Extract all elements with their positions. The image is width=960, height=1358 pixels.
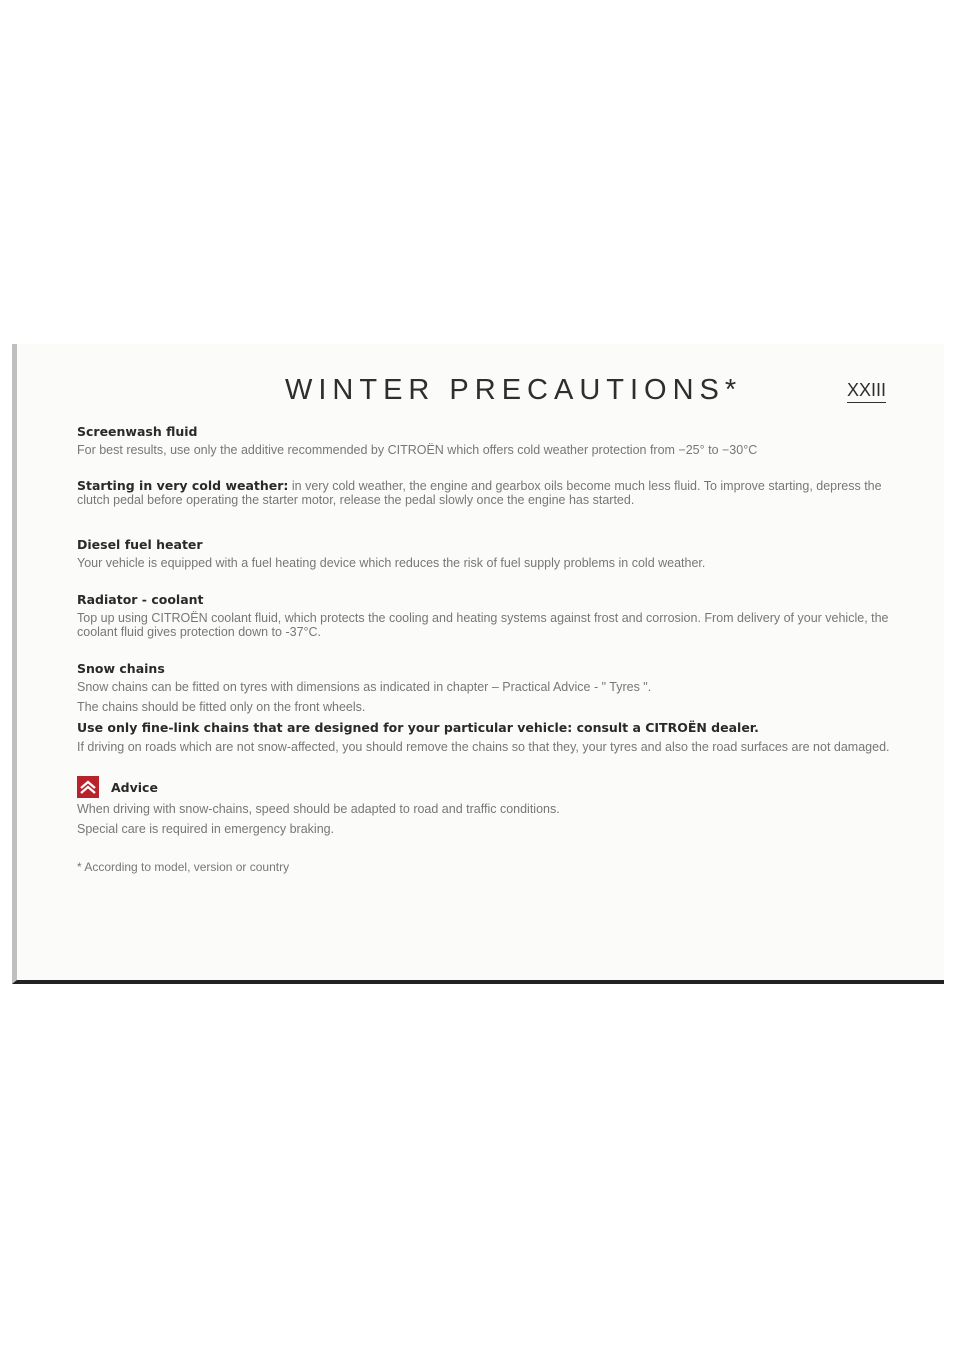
section-heading: Radiator - coolant — [77, 592, 204, 607]
page-header — [17, 374, 944, 414]
section-heading: Screenwash fluid — [77, 424, 198, 439]
section-emphasis: Use only fine-link chains that are designed for your particular vehicle: consult a CITROËN dealer. — [77, 720, 759, 735]
footnote: * According to model, version or country — [77, 860, 290, 874]
page-number: XXIII — [847, 380, 886, 403]
section-snow-chains — [77, 661, 907, 754]
section-screenwash — [77, 424, 907, 457]
manual-page — [12, 344, 944, 984]
section-body: Your vehicle is equipped with a fuel heating device which reduces the risk of fuel supply problems in cold weather. — [77, 556, 706, 570]
section-heading-inline: Starting in very cold weather: — [77, 478, 289, 493]
section-body: For best results, use only the additive recommended by CITROËN which offers cold weather protection from −25° to −30°C — [77, 443, 758, 457]
section-heading: Snow chains — [77, 661, 165, 676]
section-body — [77, 479, 907, 507]
page-title: WINTER PRECAUTIONS* — [285, 374, 743, 406]
advice-line: When driving with snow-chains, speed should be adapted to road and traffic conditions. — [77, 802, 560, 816]
section-body-text: in very cold weather, the engine and gearbox oils become much less fluid. To improve starting, depress the clutch pedal before operating the starter motor, release the pedal slowly once the engine has started. — [77, 479, 882, 507]
advice-heading — [77, 776, 907, 798]
section-body: The chains should be fitted only on the front wheels. — [77, 700, 366, 714]
section-body: Top up using CITROËN coolant fluid, which protects the cooling and heating systems against frost and corrosion. From delivery of your vehicle, the coolant fluid gives protection down to -37°C. — [77, 611, 889, 639]
section-body: If driving on roads which are not snow-affected, you should remove the chains so that they, your tyres and also the road surfaces are not damaged. — [77, 740, 890, 754]
section-body: Snow chains can be fitted on tyres with dimensions as indicated in chapter – Practical Advice - " Tyres ". — [77, 680, 652, 694]
page-content — [77, 424, 907, 874]
advice-logo-icon — [77, 776, 99, 798]
advice-label: Advice — [111, 779, 158, 795]
advice-line: Special care is required in emergency braking. — [77, 822, 335, 836]
section-diesel — [77, 537, 907, 570]
section-heading: Diesel fuel heater — [77, 537, 203, 552]
section-radiator — [77, 592, 907, 639]
section-cold-start — [77, 479, 907, 507]
